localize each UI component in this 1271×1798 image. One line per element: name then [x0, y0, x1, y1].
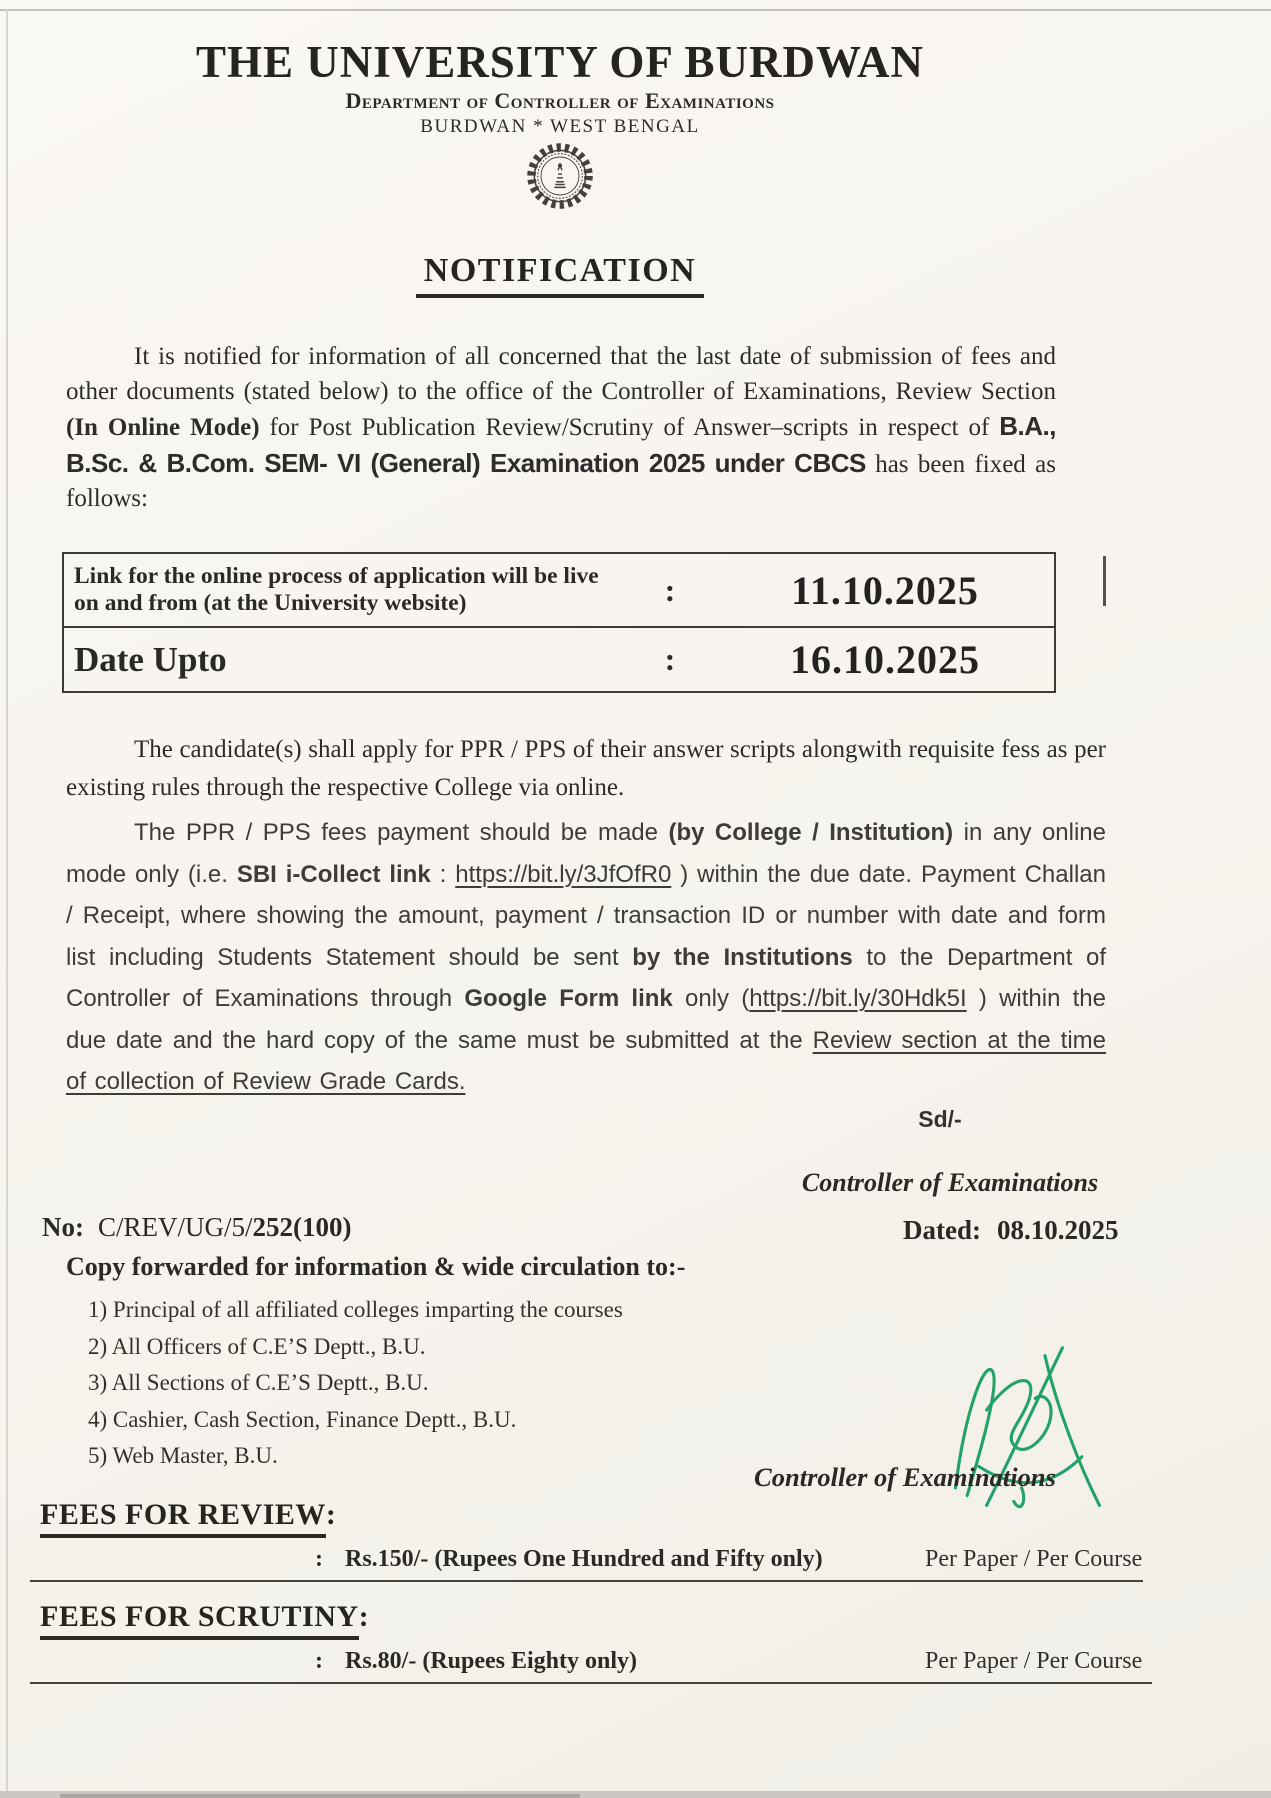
payment-paragraph	[66, 812, 1106, 1103]
sd-signed-mark: Sd/-	[918, 1106, 962, 1132]
fees-review-unit: Per Paper / Per Course	[925, 1546, 1143, 1572]
university-name: THE UNIVERSITY OF BURDWAN	[195, 37, 924, 87]
intro-part1: It is notified for information of all concerned that the last date of submission of fees and other documents (stated below) to the office of the Controller of Examinations, Review Section	[66, 343, 1056, 405]
payment-s5: :	[430, 860, 456, 888]
payment-s3: in any online mode only (i.e.	[66, 819, 1106, 888]
schedule-row-label: Link for the online process of application will be live on and from (at the University website)	[74, 563, 599, 616]
memo-date	[903, 1215, 1118, 1246]
candidates-paragraph: The candidate(s) shall apply for PPR / PPS of their answer scripts alongwith requisite fess as per existing rules through the respective College via online.	[66, 736, 1106, 801]
memo-date-label: Dated:	[903, 1215, 981, 1245]
table-row	[64, 554, 1054, 628]
payment-s9: to the Department of Controller of Examinations through	[66, 943, 1106, 1012]
notification-title: NOTIFICATION	[0, 252, 1120, 298]
schedule-row-label: Date Upto	[74, 639, 227, 679]
list-item: 3) All Sections of C.E’S Deptt., B.U.	[88, 1370, 429, 1395]
exam-title: B.A., B.Sc. & B.Com. SEM- VI (General) Examination 2025 under CBCS	[66, 411, 1056, 478]
schedule-row-separator: :	[664, 571, 676, 608]
intro-online-mode: (In Online Mode)	[66, 414, 260, 441]
controller-designation-second: Controller of Examinations	[754, 1462, 1056, 1492]
fees-scrutiny-heading: FEES FOR SCRUTINY:	[40, 1600, 369, 1640]
fees-scrutiny-line	[30, 1648, 1152, 1684]
fees-scrutiny-unit: Per Paper / Per Course	[925, 1648, 1143, 1674]
payment-sbi-collect-label: SBI i-Collect link	[236, 860, 431, 888]
intro-part3: has been fixed as follows:	[66, 450, 1056, 512]
fees-review-amount: Rs.150/- (Rupees One Hundred and Fifty only)	[345, 1546, 823, 1572]
scan-bottom-shadow	[60, 1794, 580, 1798]
payment-s7: ) within the due date. Payment Challan / Receipt, where showing the amount, payment / transaction ID or number with date and form list including Students Statement should be sent	[66, 860, 1106, 971]
fees-review-line	[30, 1546, 1143, 1582]
distribution-list	[88, 1292, 623, 1475]
payment-review-section-note: Review section at the time of collection of Review Grade Cards.	[66, 1026, 1107, 1095]
intro-part2: for Post Publication Review/Scrutiny of Answer–scripts in respect of	[259, 414, 1000, 441]
fees-review-heading-colon: :	[325, 1498, 337, 1531]
list-item: 2) All Officers of C.E’S Deptt., B.U.	[88, 1333, 426, 1359]
controller-designation: Controller of Examinations	[801, 1168, 1099, 1197]
payment-by-institutions: by the Institutions	[632, 943, 853, 971]
google-form-link[interactable]: https://bit.ly/30Hdk5I	[749, 985, 967, 1012]
fees-review-heading: FEES FOR REVIEW:	[40, 1498, 336, 1538]
location-line: BURDWAN * WEST BENGAL	[420, 116, 700, 137]
list-item: 5) Web Master, B.U.	[88, 1443, 278, 1468]
department-name: Department of Controller of Examinations	[345, 88, 775, 113]
scan-top-edge	[0, 9, 1271, 11]
schedule-table	[62, 552, 1056, 693]
memo-number-label: No:	[42, 1212, 84, 1242]
google-form-label: Google Form link	[464, 985, 673, 1012]
list-item: 1) Principal of all affiliated colleges imparting the courses	[88, 1297, 623, 1322]
memo-number-value: 252(100)	[252, 1212, 352, 1242]
payment-by-college: (by College / Institution)	[668, 819, 954, 846]
table-row	[64, 628, 1054, 691]
memo-date-value: 08.10.2025	[996, 1215, 1119, 1245]
fees-review-separator: :	[315, 1546, 323, 1572]
schedule-row-separator: :	[664, 641, 676, 677]
fees-scrutiny-separator: :	[315, 1648, 323, 1674]
fees-scrutiny-heading-colon: :	[358, 1600, 370, 1633]
payment-s1: The PPR / PPS fees payment should be made	[134, 819, 669, 846]
scan-artifact-mark	[1103, 556, 1106, 606]
sbi-icollect-link[interactable]: https://bit.ly/3JfOfR0	[455, 860, 672, 888]
controller-signature	[928, 1342, 1123, 1522]
list-item: 4) Cashier, Cash Section, Finance Deptt., B.U.	[88, 1406, 517, 1432]
memo-number	[42, 1212, 352, 1243]
university-seal-icon	[0, 138, 1120, 219]
schedule-start-date: 11.10.2025	[791, 567, 979, 613]
payment-s13: ) within the due date and the hard copy of the same must be submitted at the	[66, 985, 1107, 1054]
payment-s11: only (	[672, 985, 750, 1012]
memo-number-prefix: C/REV/UG/5/	[98, 1212, 253, 1242]
fees-scrutiny-amount: Rs.80/- (Rupees Eighty only)	[345, 1648, 638, 1674]
intro-paragraph	[66, 340, 1056, 517]
distribution-heading: Copy forwarded for information & wide circulation to:-	[66, 1252, 686, 1281]
schedule-end-date: 16.10.2025	[790, 637, 980, 682]
